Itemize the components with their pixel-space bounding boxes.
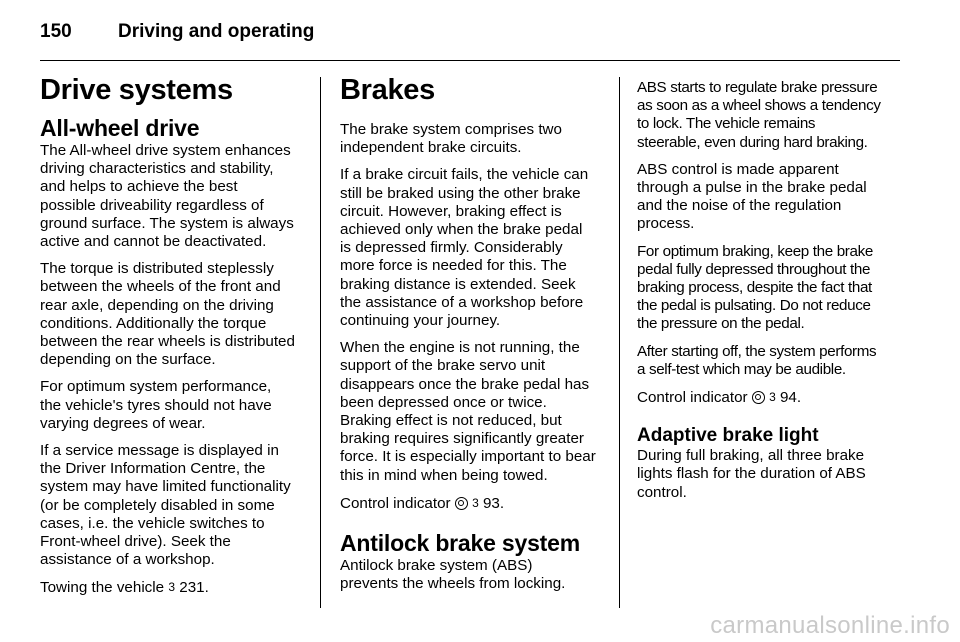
page-number: 150: [40, 21, 72, 42]
subsection-title: All-wheel drive: [40, 115, 200, 141]
watermark: carmanualsonline.info: [710, 612, 950, 639]
column-divider-2: [619, 77, 620, 608]
paragraph: ABS control is made apparent through a pulse in the brake pedal and the noise of the regulation process.: [637, 160, 867, 233]
paragraph: For optimum system performance, the vehicle's tyres should not have varying degrees of wear.: [40, 378, 272, 432]
paragraph: After starting off, the system performs a self-test which may be audible.: [637, 342, 877, 378]
column-2: [340, 72, 608, 602]
paragraph: ABS starts to regulate brake pressure as soon as a wheel shows a tendency to lock. The vehicle remains steerable, even during hard braking.: [637, 79, 881, 151]
paragraph: If a service message is displayed in the Driver Information Centre, the system may have limited functionality (or be completely disabled in some cases, i.e. the vehicle switches to Front-wheel drive). Seek the assistance of a workshop.: [40, 442, 291, 569]
brake-indicator-reference: Control indicator 3 93.: [340, 494, 505, 512]
column-3: [637, 79, 905, 511]
column-1: [40, 72, 308, 607]
header-rule: [40, 60, 900, 61]
brake-indicator-page-link[interactable]: 93.: [482, 494, 505, 512]
abs-indicator-icon: [752, 391, 765, 404]
brakes-title: Brakes: [340, 74, 435, 106]
brake-warning-icon: [455, 497, 468, 510]
paragraph: The brake system comprises two independent brake circuits.: [340, 121, 562, 157]
page-reference-arrow: 3: [472, 495, 479, 510]
paragraph: The torque is distributed steplessly between the wheels of the front and rear axle, depending on the driving conditions. Additionally the torque between the rear wheels is distributed depending on the surface.: [40, 260, 295, 369]
towing-page-link[interactable]: 231.: [179, 579, 209, 597]
towing-reference: Towing the vehicle 3 231.: [40, 579, 209, 597]
adaptive-brake-light-title: Adaptive brake light: [637, 425, 819, 447]
column-divider-1: [320, 77, 321, 608]
section-title: Drive systems: [40, 74, 233, 106]
abs-indicator-page-link[interactable]: 94.: [779, 389, 802, 407]
chapter-title: Driving and operating: [118, 21, 315, 42]
page-reference-arrow: 3: [168, 580, 176, 595]
paragraph: During full braking, all three brake lights flash for the duration of ABS control.: [637, 447, 866, 501]
paragraph: Antilock brake system (ABS) prevents the wheels from locking.: [340, 557, 566, 593]
paragraph: When the engine is not running, the support of the brake servo unit disappears once the brake pedal has been depressed once or twice. Braking effect is not reduced, but braking requires significantly greater force. It is especially important to bear this in mind when being towed.: [340, 339, 596, 484]
paragraph: If a brake circuit fails, the vehicle can still be braked using the other brake circuit. However, braking effect is achieved only when the brake pedal is depressed firmly. Considerably more force is needed for this. The braking distance is extended. Seek the assistance of a workshop before continuing your journey.: [340, 166, 589, 330]
abs-title: Antilock brake system: [340, 530, 580, 557]
paragraph: The All-wheel drive system enhances driving characteristics and stability, and helps to achieve the best possible driveability regardless of ground surface. The system is always active and cannot be deactivated.: [40, 142, 294, 251]
abs-indicator-reference: Control indicator 3 94.: [637, 389, 802, 407]
paragraph: For optimum braking, keep the brake pedal fully depressed throughout the braking process, despite the fact that the pedal is pulsating. Do not reduce the pressure on the pedal.: [637, 242, 873, 333]
page-reference-arrow: 3: [769, 390, 776, 405]
